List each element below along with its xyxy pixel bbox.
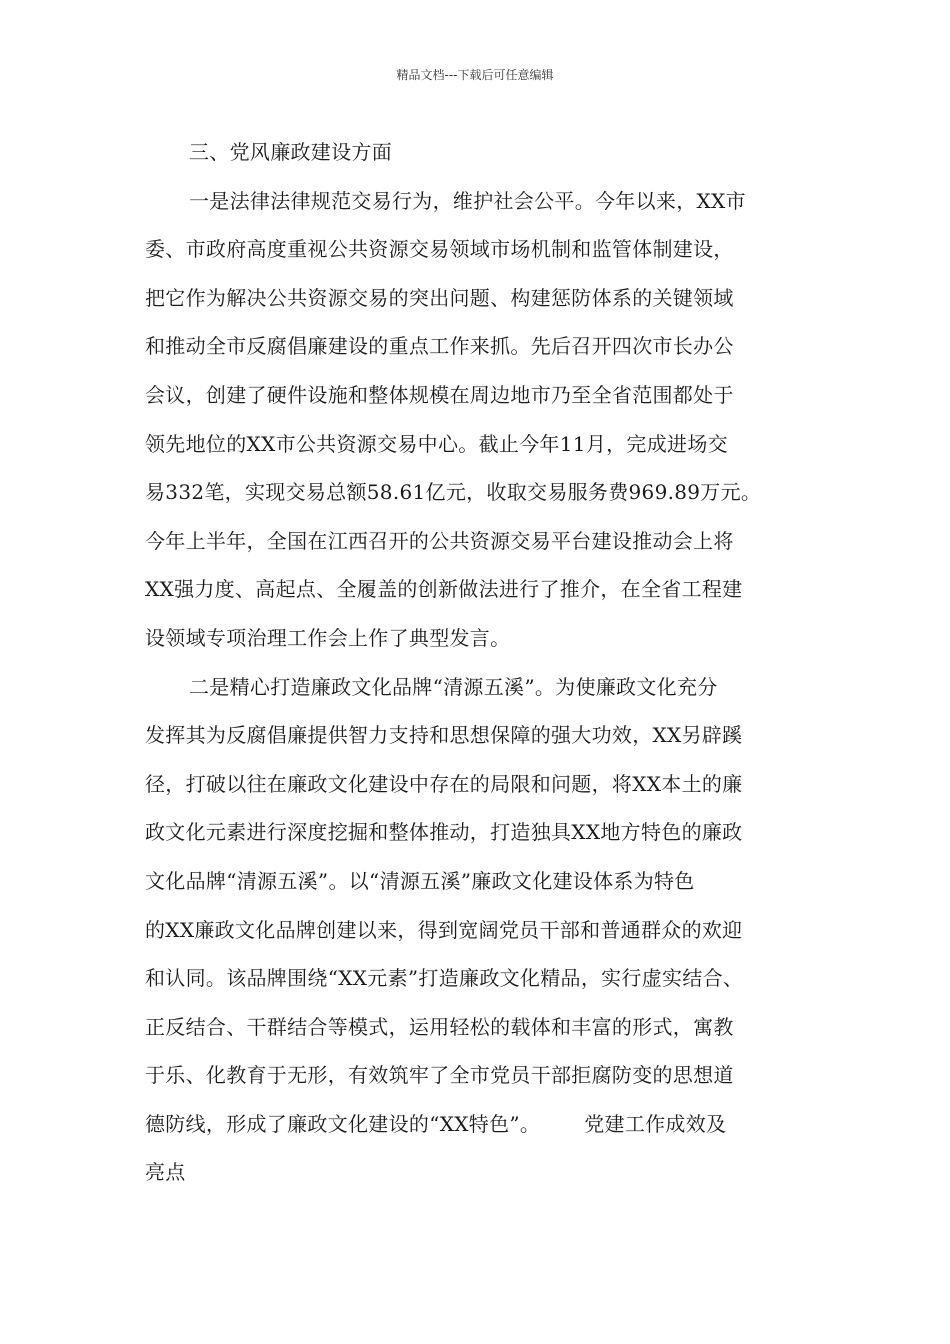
paragraph-2-line: 政文化元素进行深度挖掘和整体推动，打造独具XX地方特色的廉政 bbox=[145, 820, 743, 845]
paragraph-2-line: 径，打破以往在廉政文化建设中存在的局限和问题，将XX本土的廉 bbox=[145, 771, 743, 796]
paragraph-1-line: 领先地位的XX市公共资源交易中心。截止今年11月，完成进场交 bbox=[145, 431, 728, 456]
paragraph-2-line: 正反结合、干群结合等模式，运用轻松的载体和丰富的形式，寓教 bbox=[145, 1014, 734, 1039]
section-heading: 三、党风廉政建设方面 bbox=[189, 140, 392, 164]
paragraph-1-line: 把它作为解决公共资源交易的突出问题、构建惩防体系的关键领域 bbox=[145, 285, 734, 310]
paragraph-1-line: XX强力度、高起点、全履盖的创新做法进行了推介，在全省工程建 bbox=[145, 577, 743, 602]
paragraph-2-line: 二是精心打造廉政文化品牌“清源五溪”。为使廉政文化充分 bbox=[189, 674, 718, 699]
paragraph-2-line: 发挥其为反腐倡廉提供智力支持和思想保障的强大功效，XX另辟蹊 bbox=[145, 723, 743, 748]
trailing-title-end: 亮点 bbox=[145, 1160, 186, 1185]
paragraph-2-last-line bbox=[145, 1100, 835, 1149]
paragraph-1-line: 今年上半年，全国在江西召开的公共资源交易平台建设推动会上将 bbox=[145, 528, 734, 553]
document-body bbox=[145, 128, 835, 1197]
paragraph-2-line: 文化品牌“清源五溪”。以“清源五溪”廉政文化建设体系为特色 bbox=[145, 868, 695, 893]
paragraph-1-line: 和推动全市反腐倡廉建设的重点工作来抓。先后召开四次市长办公 bbox=[145, 334, 734, 359]
paragraph-1-line: 会议，创建了硬件设施和整体规模在周边地市乃至全省范围都处于 bbox=[145, 382, 734, 407]
paragraph-2-line: 于乐、化教育于无形，有效筑牢了全市党员干部拒腐防变的思想道 bbox=[145, 1063, 734, 1088]
paragraph-2-line: 和认同。该品牌围绕“XX元素”打造廉政文化精品，实行虚实结合、 bbox=[145, 966, 744, 991]
page-header-note: 精品文档---下载后可任意编辑 bbox=[396, 68, 554, 82]
paragraph-1-line: 设领域专项治理工作会上作了典型发言。 bbox=[145, 625, 511, 650]
paragraph-1-line: 委、市政府高度重视公共资源交易领域市场机制和监管体制建设， bbox=[145, 237, 734, 262]
paragraph-1-line: 一是法律法律规范交易行为，维护社会公平。今年以来，XX市 bbox=[189, 188, 746, 213]
paragraph-1-line: 易332笔，实现交易总额58.61亿元，收取交易服务费969.89万元。 bbox=[145, 480, 762, 505]
paragraph-2-closing: 德防线，形成了廉政文化建设的“XX特色”。 bbox=[145, 1111, 541, 1136]
trailing-title: 党建工作成效及 bbox=[584, 1111, 727, 1136]
paragraph-2-line: 的XX廉政文化品牌创建以来，得到宽阔党员干部和普通群众的欢迎 bbox=[145, 917, 743, 942]
